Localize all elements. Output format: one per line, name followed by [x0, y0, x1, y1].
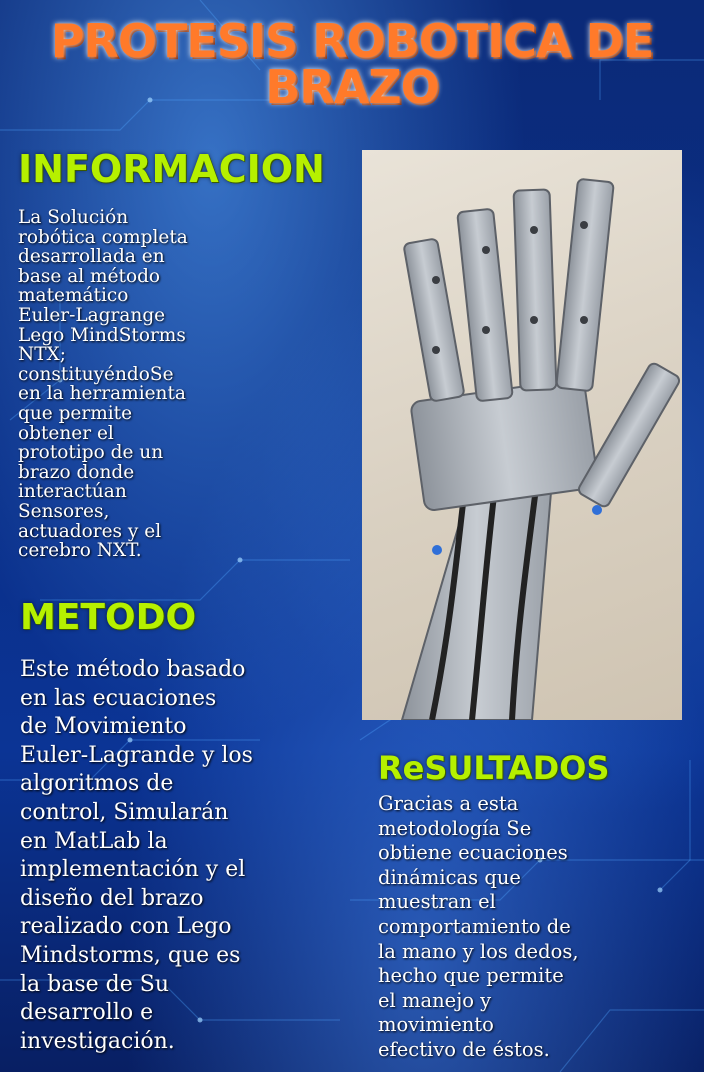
metodo-heading: METODO — [20, 597, 197, 638]
informacion-text: La Solución robótica completa desarrollada en base al método matemático Euler-Lagrange Lego MindStorms NTX; constituyéndoSe en la herramienta que permite obtener el prototipo de un brazo donde interactúan Sensores, actuadores y el cerebro NXT. — [18, 207, 188, 562]
robotic-hand-photo — [362, 150, 682, 720]
robotic-hand-image — [362, 150, 682, 720]
poster-title — [0, 14, 704, 114]
metodo-text: Este método basado en las ecuaciones de Movimiento Euler-Lagrande y los algoritmos de control, Simularán en MatLab la implementación y el diseño del brazo realizado con Lego Mindstorms, que es la base de Su desarrollo e investigación. — [20, 657, 253, 1054]
poster-title-line: PROTESIS ROBOTICA DE — [50, 14, 654, 68]
resultados-heading: ReSULTADOS — [378, 749, 610, 787]
resultados-text: Gracias a esta metodología Se obtiene ecuaciones dinámicas que muestran el comportamiento de la mano y los dedos, hecho que permite el manejo y movimiento efectivo de éstos. — [378, 792, 579, 1061]
informacion-heading: INFORMACION — [18, 147, 325, 191]
poster-title-line: BRAZO — [265, 60, 439, 114]
